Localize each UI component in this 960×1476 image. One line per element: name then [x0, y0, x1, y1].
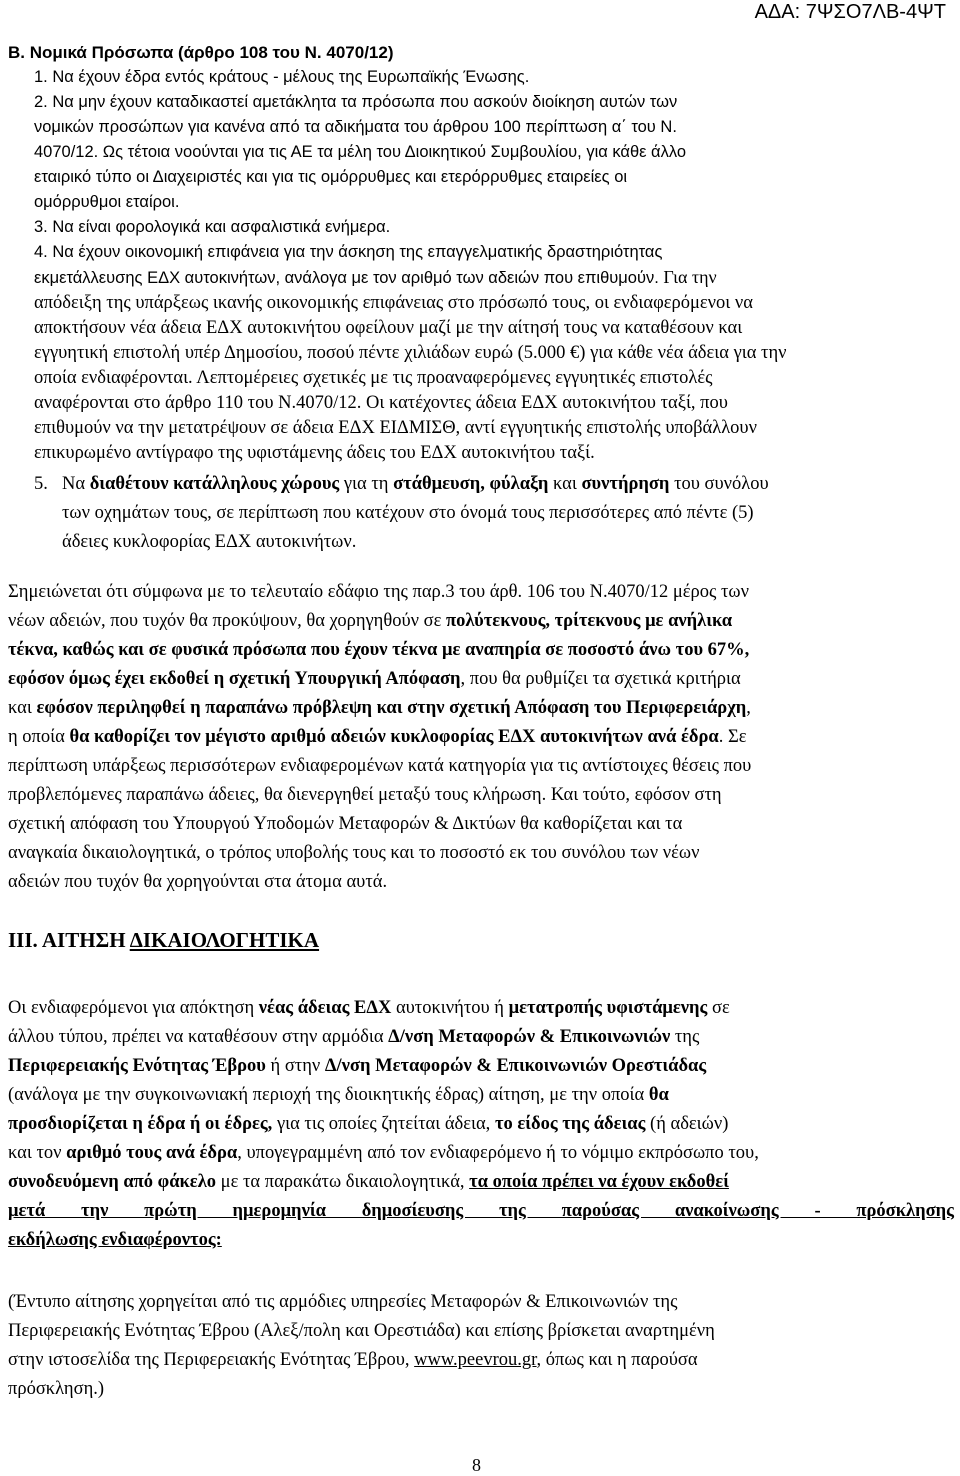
note-line-2: [8, 607, 954, 636]
application-intro: [8, 994, 954, 1255]
section-iii-title-a: ΙΙΙ. ΑΙΤΗΣΗ: [8, 928, 130, 952]
intro-9: εκδήλωσης ενδιαφέροντος:: [8, 1230, 222, 1250]
intro-4b: θα: [648, 1085, 669, 1105]
intro-line-9: [8, 1226, 954, 1255]
intro-2b: Δ/νση Μεταφορών & Επικοινωνιών: [388, 1027, 671, 1047]
section-iii-title: [8, 926, 319, 954]
item-5-number: 5.: [34, 474, 48, 494]
intro-7b: με τα παρακάτω δικαιολογητικά,: [216, 1172, 470, 1192]
item-1: 1. Να έχουν έδρα εντός κράτους - μέλους της Ευρωπαϊκής Ένωσης.: [34, 68, 530, 86]
ada-header: ΑΔΑ: 7ΨΣΟ7ΛΒ-4ΨΤ: [754, 1, 946, 23]
note-line-8: προβλεπόμενες παραπάνω άδειες, θα διενεργηθεί μεταξύ τους κλήρωση. Και τούτο, εφόσον στη: [8, 785, 722, 805]
intro-5c: το είδος της άδειας: [494, 1114, 646, 1134]
note-line-4: [8, 665, 954, 694]
note-line-5a: και: [8, 698, 37, 718]
note-line-2b: πολύτεκνους, τρίτεκνους με ανήλικα: [445, 611, 733, 631]
note-line-6b: θα καθορίζει τον μέγιστο αριθμό αδειών κυκλοφορίας ΕΔΧ αυτοκινήτων ανά έδρα: [69, 727, 719, 747]
item-2-line-4: εταιρικό τύπο οι Διαχειριστές και για τις ομόρρυθμες και ετερόρρυθμες εταιρείες οι: [34, 168, 628, 186]
item-5-t2: για τη: [339, 474, 394, 494]
note-line-2a: νέων αδειών, που τυχόν θα προκύψουν, θα χορηγηθούν σε: [8, 611, 446, 631]
intro-5d: (ή αδειών): [645, 1114, 729, 1134]
item-5: [34, 470, 934, 557]
intro-1c: αυτοκινήτου ή: [391, 998, 509, 1018]
item-4-line-2: [8, 265, 954, 291]
intro-5a: προσδιορίζεται η έδρα ή οι έδρες,: [8, 1114, 273, 1134]
intro-7c: τα οποία πρέπει να έχουν εκδοθεί: [469, 1172, 729, 1192]
note-line-6a: η οποία: [8, 727, 70, 747]
item-5-t1: Να: [62, 474, 90, 494]
intro-3a: Περιφερειακής Ενότητας Έβρου: [8, 1056, 266, 1076]
page-number: 8: [472, 1455, 481, 1475]
intro-6a: και τον: [8, 1143, 67, 1163]
note-line-11: αδειών που τυχόν θα χορηγούνται στα άτομα αυτά.: [8, 872, 388, 892]
intro-line-6: [8, 1139, 954, 1168]
item-4-line-8: επιθυμούν να την μετατρέψουν σε άδεια ΕΔΧ ΕΙΔΜΙΣΘ, αντί εγγυητικής επιστολής υποβάλλουν: [34, 418, 757, 438]
intro-6b: αριθμό τους ανά έδρα: [66, 1143, 238, 1163]
item-3: 3. Να είναι φορολογικά και ασφαλιστικά ενήμερα.: [34, 218, 391, 236]
item-4-line-2-text: εκμετάλλευσης ΕΔΧ αυτοκινήτων, ανάλογα με τον αριθμό των αδειών που επιθυμούν.: [34, 269, 659, 287]
item-5-line-2: των οχημάτων τους, σε περίπτωση που κατέχουν στο όνομά τους περισσότερες από πέντε (5): [62, 503, 754, 523]
intro-line-8: [8, 1197, 954, 1226]
intro-line-2: [8, 1023, 954, 1052]
intro-8: μετά την πρώτη ημερομηνία δημοσίευσης της παρούσας ανακοίνωσης - πρόσκλησης: [8, 1201, 954, 1221]
note-line-3: [8, 636, 954, 665]
intro-7a: συνοδευόμενη από φάκελο: [8, 1172, 217, 1192]
intro-4a: (ανάλογα με την συγκοινωνιακή περιοχή της διοικητικής έδρας) αίτηση, με την οποία: [8, 1085, 649, 1105]
form-note-line-2: Περιφερειακής Ενότητας Έβρου (Αλεξ/πολη και Ορεστιάδα) και επίσης βρίσκεται αναρτημένη: [8, 1321, 715, 1341]
item-4-line-4: αποκτήσουν νέα άδεια ΕΔΧ αυτοκινήτου οφείλουν μαζί με την αίτησή τους να καταθέσουν και: [34, 318, 743, 338]
item-4-line-6a: οποία ενδιαφέρονται.: [34, 368, 193, 388]
item-4-line-2-serif: Για την: [658, 267, 717, 287]
note-line-5c: ,: [746, 698, 751, 718]
form-note-line-1: (Έντυπο αίτησης χορηγείται από τις αρμόδιες υπηρεσίες Μεταφορών & Επικοινωνιών της: [8, 1292, 678, 1312]
item-4-line-9: επικυρωμένο αντίγραφο της υφιστάμενης άδεις του ΕΔΧ αυτοκινήτου ταξί.: [34, 443, 595, 463]
item-5-line-1: [62, 470, 934, 499]
note-line-9: σχετική απόφαση του Υπουργού Υποδομών Μεταφορών & Δικτύων θα καθορίζεται και τα: [8, 814, 683, 834]
intro-line-3: [8, 1052, 954, 1081]
item-2-line-2: νομικών προσώπων για κανένα από τα αδικήματα του άρθρου 100 περίπτωση α΄ του Ν.: [34, 118, 677, 136]
intro-6c: , υπογεγραμμένη από τον ενδιαφερόμενο ή το νόμιμο εκπρόσωπο του,: [237, 1143, 759, 1163]
note-paragraph: [8, 578, 954, 897]
note-line-7: περίπτωση υπάρξεως περισσότερων ενδιαφερομένων κατά κατηγορία για τις αντίστοιχες θέσεις που: [8, 756, 752, 776]
intro-1e: σε: [707, 998, 730, 1018]
intro-line-4: [8, 1081, 954, 1110]
note-line-5: [8, 694, 954, 723]
item-4-line-5: εγγυητική επιστολή υπέρ Δημοσίου, ποσού πέντε χιλιάδων ευρώ (5.000 €) για κάθε νέα άδεια για την: [34, 343, 787, 363]
item-4-line-6: [8, 366, 954, 391]
intro-3b: ή στην: [265, 1056, 325, 1076]
note-line-1: Σημειώνεται ότι σύμφωνα με το τελευταίο εδάφιο της παρ.3 του άρθ. 106 του Ν.4070/12 μέρος των: [8, 582, 749, 602]
item-4-line-7b: Οι κατέχοντες άδεια ΕΔΧ αυτοκινήτου ταξί, που: [361, 393, 728, 413]
note-line-4a: εφόσον όμως έχει εκδοθεί η σχετική Υπουργική Απόφαση: [8, 669, 461, 689]
peevrou-link[interactable]: www.peevrou.gr: [414, 1350, 537, 1370]
form-note: [8, 1288, 954, 1404]
intro-5b: για τις οποίες ζητείται άδεια,: [272, 1114, 495, 1134]
note-line-6c: . Σε: [718, 727, 747, 747]
item-5-b2: στάθμευση, φύλαξη: [393, 474, 549, 494]
intro-line-7: [8, 1168, 954, 1197]
item-2-line-1: 2. Να μην έχουν καταδικαστεί αμετάκλητα τα πρόσωπα που ασκούν διοίκηση αυτών των: [34, 93, 678, 111]
note-line-4b: , που θα ρυθμίζει τα σχετικά κριτήρια: [460, 669, 741, 689]
section-b-legal-entities: [8, 40, 954, 466]
intro-2c: της: [670, 1027, 700, 1047]
item-5-b1: διαθέτουν κατάλληλους χώρους: [89, 474, 340, 494]
item-4-line-3: απόδειξη της υπάρξεως ικανής οικονομικής επιφάνειας στο πρόσωπό τους, οι ενδιαφερόμενοι να: [34, 293, 753, 313]
note-line-3-bold: τέκνα, καθώς και σε φυσικά πρόσωπα που έχουν τέκνα με αναπηρία σε ποσοστό άνω του 67%,: [8, 640, 750, 660]
item-4-line-6b: Λεπτομέρειες σχετικές με τις προαναφερόμενες εγγυητικές επιστολές: [192, 368, 713, 388]
item-5-line-3: άδειες κυκλοφορίας ΕΔΧ αυτοκινήτων.: [62, 532, 357, 552]
form-note-3b: , όπως και η παρούσα: [536, 1350, 698, 1370]
intro-line-5: [8, 1110, 954, 1139]
intro-1b: νέας άδειας ΕΔΧ: [258, 998, 392, 1018]
section-iii-title-b: ΔΙΚΑΙΟΛΟΓΗΤΙΚΑ: [129, 928, 320, 952]
form-note-line-4: πρόσκληση.): [8, 1379, 105, 1399]
intro-1a: Οι ενδιαφερόμενοι για απόκτηση: [8, 998, 259, 1018]
form-note-3a: στην ιστοσελίδα της Περιφερειακής Ενότητας Έβρου,: [8, 1350, 415, 1370]
item-2-line-3: 4070/12. Ως τέτοια νοούνται για τις ΑΕ τα μέλη του Διοικητικού Συμβουλίου, για κάθε άλλο: [34, 143, 687, 161]
item-4-line-1: 4. Να έχουν οικονομική επιφάνεια για την άσκηση της επαγγελματικής δραστηριότητας: [34, 243, 663, 261]
note-line-10: αναγκαία δικαιολογητικά, ο τρόπος υποβολής τους και το ποσοστό εκ του συνόλου των νέων: [8, 843, 700, 863]
note-line-6: [8, 723, 954, 752]
item-5-b3: συντήρηση: [581, 474, 670, 494]
item-2-line-5: ομόρρυθμοι εταίροι.: [34, 193, 180, 211]
item-5-t3: και: [548, 474, 582, 494]
note-line-5b: εφόσον περιληφθεί η παραπάνω πρόβλεψη και στην σχετική Απόφαση του Περιφερειάρχη: [36, 698, 747, 718]
item-4-line-7: [8, 391, 954, 416]
intro-line-1: [8, 994, 954, 1023]
intro-2a: άλλου τύπου, πρέπει να καταθέσουν στην αρμόδια: [8, 1027, 389, 1047]
item-5-t4: του συνόλου: [669, 474, 769, 494]
section-b-heading: Β. Νομικά Πρόσωπα (άρθρο 108 του Ν. 4070/12): [8, 43, 394, 62]
intro-3c: Δ/νση Μεταφορών & Επικοινωνιών Ορεστιάδας: [324, 1056, 707, 1076]
intro-1d: μετατροπής υφιστάμενης: [508, 998, 708, 1018]
form-note-line-3: [8, 1346, 954, 1375]
item-4-line-7a: αναφέρονται στο άρθρο 110 του Ν.4070/12.: [34, 393, 362, 413]
